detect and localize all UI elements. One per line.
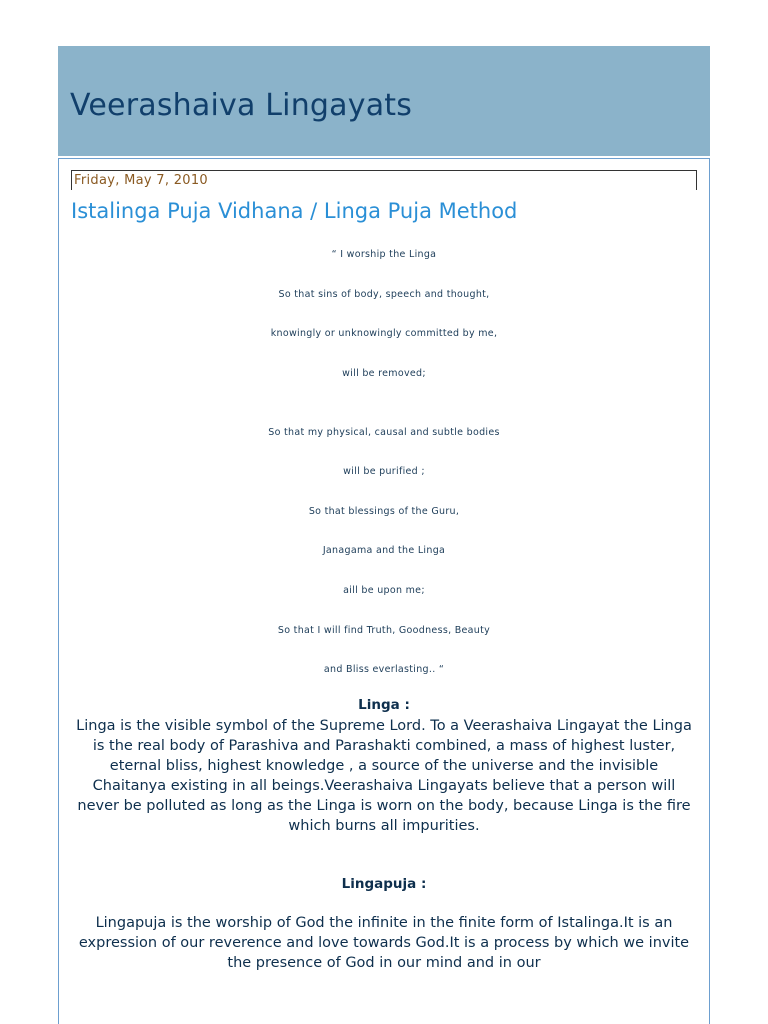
section-body-lingapuja: Lingapuja is the worship of God the infinite in the finite form of Istalinga.It is an expression of our reverence and love towards God.It is a process by which we invite the presence of God in our mind and in our xyxy=(78,915,690,971)
verse-line: and Bliss everlasting.. “ xyxy=(323,664,445,675)
verse-line: knowingly or unknowingly committed by me, xyxy=(270,328,498,339)
date-header xyxy=(71,170,697,190)
post-title[interactable]: Istalinga Puja Vidhana / Linga Puja Method xyxy=(71,199,518,223)
verse-line: So that I will find Truth, Goodness, Beauty xyxy=(277,625,491,636)
verse-line: will be removed; xyxy=(342,368,426,379)
blog-title[interactable]: Veerashaiva Lingayats xyxy=(70,88,413,123)
verse-line: will be purified ; xyxy=(343,466,425,477)
post-date: Friday, May 7, 2010 xyxy=(74,173,208,188)
post-container xyxy=(58,158,710,1024)
section-heading-lingapuja: Lingapuja : xyxy=(341,876,427,892)
verse-line: So that my physical, causal and subtle bodies xyxy=(268,427,500,438)
verse-line: So that blessings of the Guru, xyxy=(308,506,460,517)
verse-line: Janagama and the Linga xyxy=(322,545,446,556)
verse-line: So that sins of body, speech and thought, xyxy=(278,289,490,300)
section-body-linga: Linga is the visible symbol of the Supreme Lord. To a Veerashaiva Lingayat the Linga is the real body of Parashiva and Parashakti combined, a mass of highest luster, eternal bliss, highest knowledge , a source of the universe and the invisible Chaitanya existing in all beings.Veerashaiva Lingayats believe that a person will never be polluted as long as the Linga is worn on the body, because Linga is the fire which burns all impurities. xyxy=(76,718,692,834)
section-heading-linga: Linga : xyxy=(358,697,410,713)
verse-line: aill be upon me; xyxy=(343,585,425,596)
verse-line: “ I worship the Linga xyxy=(331,249,437,260)
blog-header xyxy=(58,46,710,156)
